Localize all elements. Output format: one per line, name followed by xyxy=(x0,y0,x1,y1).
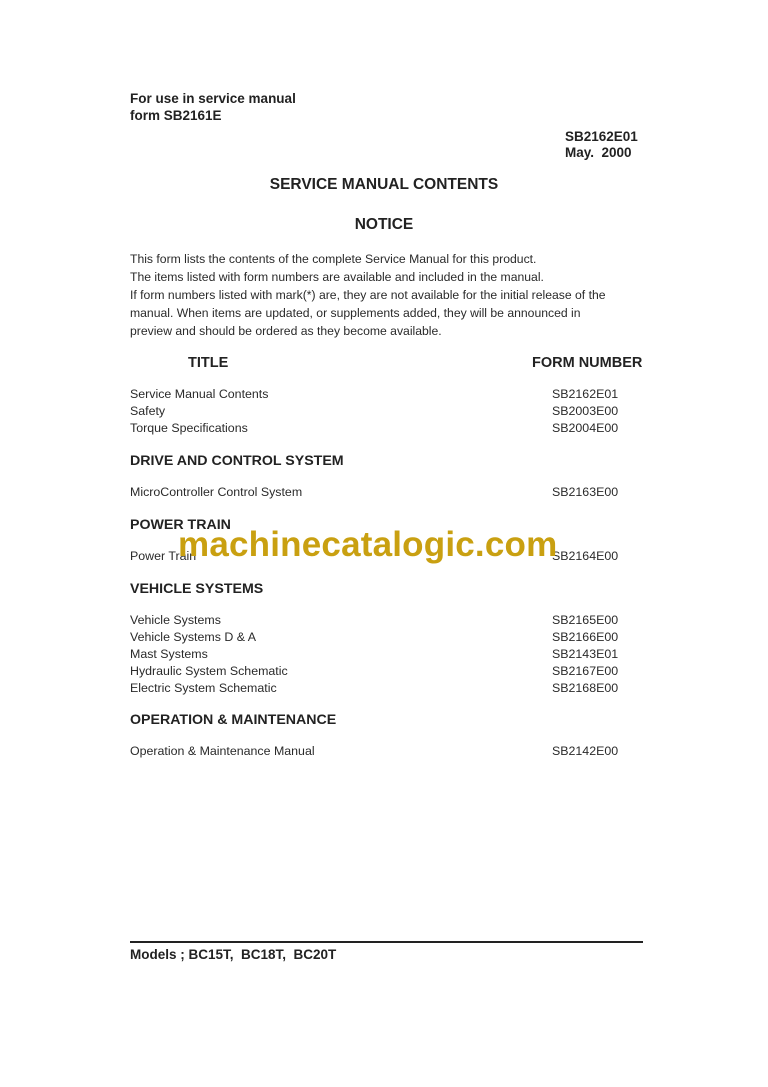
contents-item-form: SB2168E00 xyxy=(552,681,619,695)
notice-line-5: preview and should be ordered as they become available. xyxy=(130,324,442,338)
contents-item-title: Hydraulic System Schematic xyxy=(130,664,288,678)
column-header-title: TITLE xyxy=(188,355,229,371)
contents-item-title: Mast Systems xyxy=(130,647,208,661)
document-date: May. 2000 xyxy=(565,145,632,160)
notice-line-2: The items listed with form numbers are available and included in the manual. xyxy=(130,270,544,284)
contents-item-form: SB2142E00 xyxy=(552,744,619,758)
contents-item-title: Operation & Maintenance Manual xyxy=(130,744,315,758)
contents-item-form: SB2143E01 xyxy=(552,647,619,661)
section-heading-drive-control: DRIVE AND CONTROL SYSTEM xyxy=(130,453,344,469)
contents-item-form: SB2166E00 xyxy=(552,630,619,644)
contents-item-form: SB2163E00 xyxy=(552,485,619,499)
document-form-number: SB2162E01 xyxy=(565,129,638,144)
contents-item-form: SB2167E00 xyxy=(552,664,619,678)
models-footer: Models ; BC15T, BC18T, BC20T xyxy=(130,947,337,962)
contents-item-title: Vehicle Systems xyxy=(130,613,221,627)
notice-line-1: This form lists the contents of the complete Service Manual for this product. xyxy=(130,252,537,266)
usage-note-line-1: For use in service manual xyxy=(130,91,296,106)
page-title: SERVICE MANUAL CONTENTS xyxy=(269,176,499,193)
contents-item-title: Power Train xyxy=(130,549,197,563)
usage-note-line-2: form SB2161E xyxy=(130,108,222,123)
notice-line-3: If form numbers listed with mark(*) are, they are not available for the initial release of the xyxy=(130,288,606,302)
contents-item-title: MicroController Control System xyxy=(130,485,303,499)
section-heading-power-train: POWER TRAIN xyxy=(130,517,231,533)
contents-item-title: Safety xyxy=(130,404,166,418)
notice-line-4: manual. When items are updated, or supplements added, they will be announced in xyxy=(130,306,581,320)
column-header-form-number: FORM NUMBER xyxy=(532,355,643,371)
contents-item-form: SB2003E00 xyxy=(552,404,619,418)
contents-item-form: SB2004E00 xyxy=(552,421,619,435)
notice-heading: NOTICE xyxy=(354,216,414,233)
contents-item-form: SB2162E01 xyxy=(552,387,619,401)
section-heading-vehicle-systems: VEHICLE SYSTEMS xyxy=(130,581,264,597)
section-heading-operation-maintenance: OPERATION & MAINTENANCE xyxy=(130,712,337,728)
contents-item-form: SB2165E00 xyxy=(552,613,619,627)
contents-item-form: SB2164E00 xyxy=(552,549,619,563)
contents-item-title: Electric System Schematic xyxy=(130,681,277,695)
watermark: machinecatalogic.com xyxy=(178,525,558,564)
contents-item-title: Vehicle Systems D & A xyxy=(130,630,257,644)
footer-divider xyxy=(130,941,643,943)
contents-item-title: Torque Specifications xyxy=(130,421,248,435)
contents-item-title: Service Manual Contents xyxy=(130,387,269,401)
